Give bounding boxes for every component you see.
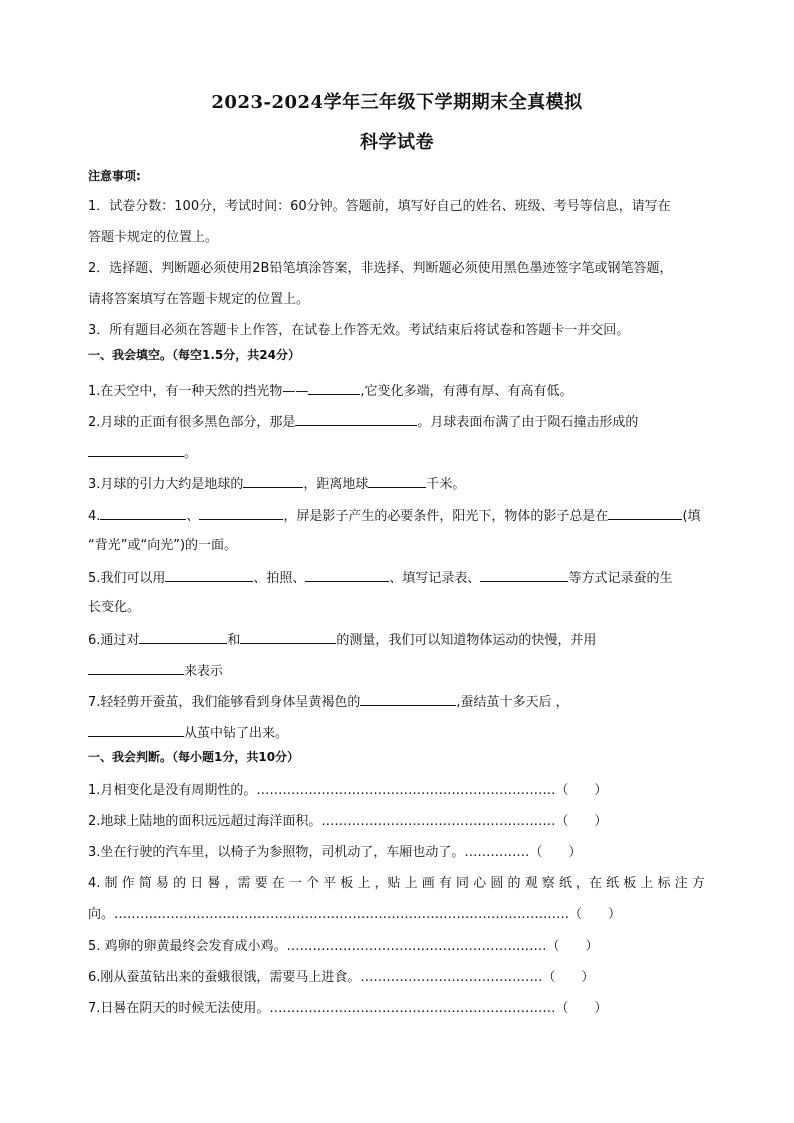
leader-dots: ……………………………………………………………	[256, 783, 556, 798]
fill-question-4-text-a: 4.	[88, 509, 101, 524]
judge-question-5	[88, 939, 599, 955]
answer-blank[interactable]	[139, 631, 227, 644]
judge-question-6	[88, 970, 594, 986]
judge-question-text: 5. 鸡卵的卵黄最终会发育成小鸡。	[88, 939, 287, 954]
fill-question-6	[88, 631, 596, 649]
judge-question-1	[88, 783, 607, 799]
fill-question-6-cont	[88, 662, 223, 680]
answer-blank[interactable]	[368, 475, 426, 488]
judge-question-text: 2.地球上陆地的面积远远超过海洋面积。	[88, 814, 322, 829]
fill-question-5-text-d: 等方式记录蚕的生	[568, 571, 673, 586]
answer-blank[interactable]	[608, 507, 682, 520]
answer-blank[interactable]	[88, 444, 184, 457]
fill-question-3-text-c: 千米。	[426, 477, 466, 492]
leader-dots: ……………………………………………………	[286, 939, 547, 954]
fill-question-5-text-b: 、拍照、	[253, 571, 306, 586]
judge-question-text: 3.坐在行驶的汽车里，以椅子为参照物，司机动了，车厢也动了。	[88, 845, 465, 860]
answer-blank[interactable]	[480, 569, 568, 582]
judge-question-text: 向。	[88, 907, 115, 922]
judge-question-text: 7.日晷在阴天的时候无法使用。	[88, 1001, 270, 1016]
fill-question-3-text-a: 3.月球的引力大约是地球的	[88, 477, 244, 492]
fill-question-2	[88, 413, 638, 431]
fill-question-3-text-b: ，距离地球	[303, 477, 369, 492]
answer-parentheses[interactable]: （ ）	[569, 907, 622, 922]
fill-question-5-text-c: 、填写记录表、	[389, 571, 481, 586]
note-2-line-2: 请将答案填写在答题卡规定的位置上。	[88, 292, 310, 307]
leader-dots: ……………………………………………………………………………………………	[114, 907, 570, 922]
answer-parentheses[interactable]: （ ）	[529, 845, 582, 860]
fill-question-2-text-c: 。	[184, 446, 198, 461]
page-title: 2023-2024学年三年级下学期期末全真模拟	[211, 92, 583, 113]
fill-question-2-text-b: 。月球表面布满了由于陨石撞击形成的	[417, 415, 639, 430]
judge-question-text: 1.月相变化是没有周期性的。	[88, 783, 257, 798]
fill-question-7-text-a: 7.轻轻剪开蚕茧，我们能够看到身体呈黄褐色的	[88, 695, 361, 710]
fill-question-6-text-b: 和	[227, 633, 241, 648]
answer-blank[interactable]	[88, 662, 184, 675]
judge-question-7	[88, 1001, 607, 1017]
fill-question-1-text-a: 1.在天空中，有一种天然的挡光物——	[88, 384, 309, 399]
fill-question-5	[88, 569, 672, 587]
answer-blank[interactable]	[88, 724, 184, 737]
fill-question-2-text-a: 2.月球的正面有很多黑色部分，那是	[88, 415, 296, 430]
answer-blank[interactable]	[243, 475, 303, 488]
judge-question-4-cont	[88, 907, 621, 923]
fill-question-5-cont: 长变化。	[88, 600, 141, 615]
leader-dots: …………………………………………………………	[269, 1001, 556, 1016]
fill-question-1-text-b: ,它变化多端，有薄有厚、有高有低。	[360, 384, 573, 399]
page-subtitle: 科学试卷	[360, 132, 434, 153]
fill-question-7-text-c: 从茧中钻了出来。	[184, 726, 289, 741]
judge-question-4: 4. 制 作 简 易 的 日 晷 ，需 要 在 一 个 平 板 上 ，贴 上 画 有 同 心 圆 的 观 察 纸 ，在 纸 板 上 标 注 方	[88, 876, 705, 891]
answer-blank[interactable]	[100, 507, 186, 520]
answer-blank[interactable]	[360, 693, 456, 706]
fill-question-1	[88, 382, 573, 400]
fill-question-4-cont: “背光”或“向光”)的一面。	[88, 538, 238, 553]
fill-question-2-cont	[88, 444, 197, 462]
section-judge-heading: 一、我会判断。（每小题1分，共10分）	[88, 750, 300, 764]
answer-parentheses[interactable]: （ ）	[546, 939, 599, 954]
notes-heading: 注意事项:	[88, 169, 141, 183]
fill-question-5-text-a: 5.我们可以用	[88, 571, 166, 586]
answer-blank[interactable]	[308, 382, 360, 395]
answer-parentheses[interactable]: （ ）	[555, 783, 608, 798]
judge-question-2	[88, 814, 607, 830]
note-1-line-1: 1．试卷分数：100分，考试时间：60分钟。答题前，填写好自己的姓名、班级、考号等信息，请写在	[88, 199, 671, 214]
judge-question-text: 6.刚从蚕茧钻出来的蚕蛾很饿，需要马上进食。	[88, 970, 361, 985]
answer-blank[interactable]	[295, 413, 417, 426]
fill-question-7-cont	[88, 724, 288, 742]
leader-dots: ………………………………………………	[321, 814, 556, 829]
leader-dots: ……………	[464, 845, 530, 860]
fill-question-6-text-c: 的测量，我们可以知道物体运动的快慢，并用	[336, 633, 597, 648]
judge-question-3	[88, 845, 581, 861]
answer-blank[interactable]	[305, 569, 389, 582]
note-1-line-2: 答题卡规定的位置上。	[88, 230, 219, 245]
fill-question-7-text-b: ,蚕结茧十多天后 ，	[456, 695, 569, 710]
answer-parentheses[interactable]: （ ）	[542, 970, 595, 985]
fill-question-6-text-d: 来表示	[184, 664, 224, 679]
answer-parentheses[interactable]: （ ）	[555, 814, 608, 829]
leader-dots: ……………………………………	[360, 970, 543, 985]
fill-question-3	[88, 475, 465, 493]
answer-blank[interactable]	[240, 631, 336, 644]
fill-question-7	[88, 693, 569, 711]
answer-blank[interactable]	[199, 507, 283, 520]
answer-blank[interactable]	[165, 569, 253, 582]
fill-question-4-text-c: ，屏是影子产生的必要条件，阳光下，物体的影子总是在	[283, 509, 609, 524]
fill-question-6-text-a: 6.通过对	[88, 633, 140, 648]
fill-question-4-text-b: 、	[186, 509, 200, 524]
fill-question-4	[88, 507, 701, 525]
fill-question-4-text-d: (填	[682, 509, 701, 524]
note-3: 3．所有题目必须在答题卡上作答，在试卷上作答无效。考试结束后将试卷和答题卡一并交回。	[88, 323, 630, 338]
answer-parentheses[interactable]: （ ）	[555, 1001, 608, 1016]
section-fill-heading: 一、我会填空。（每空1.5分，共24分）	[88, 348, 300, 362]
note-2-line-1: 2．选择题、判断题必须使用2B铅笔填涂答案，非选择、判断题必须使用黑色墨迹签字笔或钢笔答题，	[88, 261, 673, 276]
